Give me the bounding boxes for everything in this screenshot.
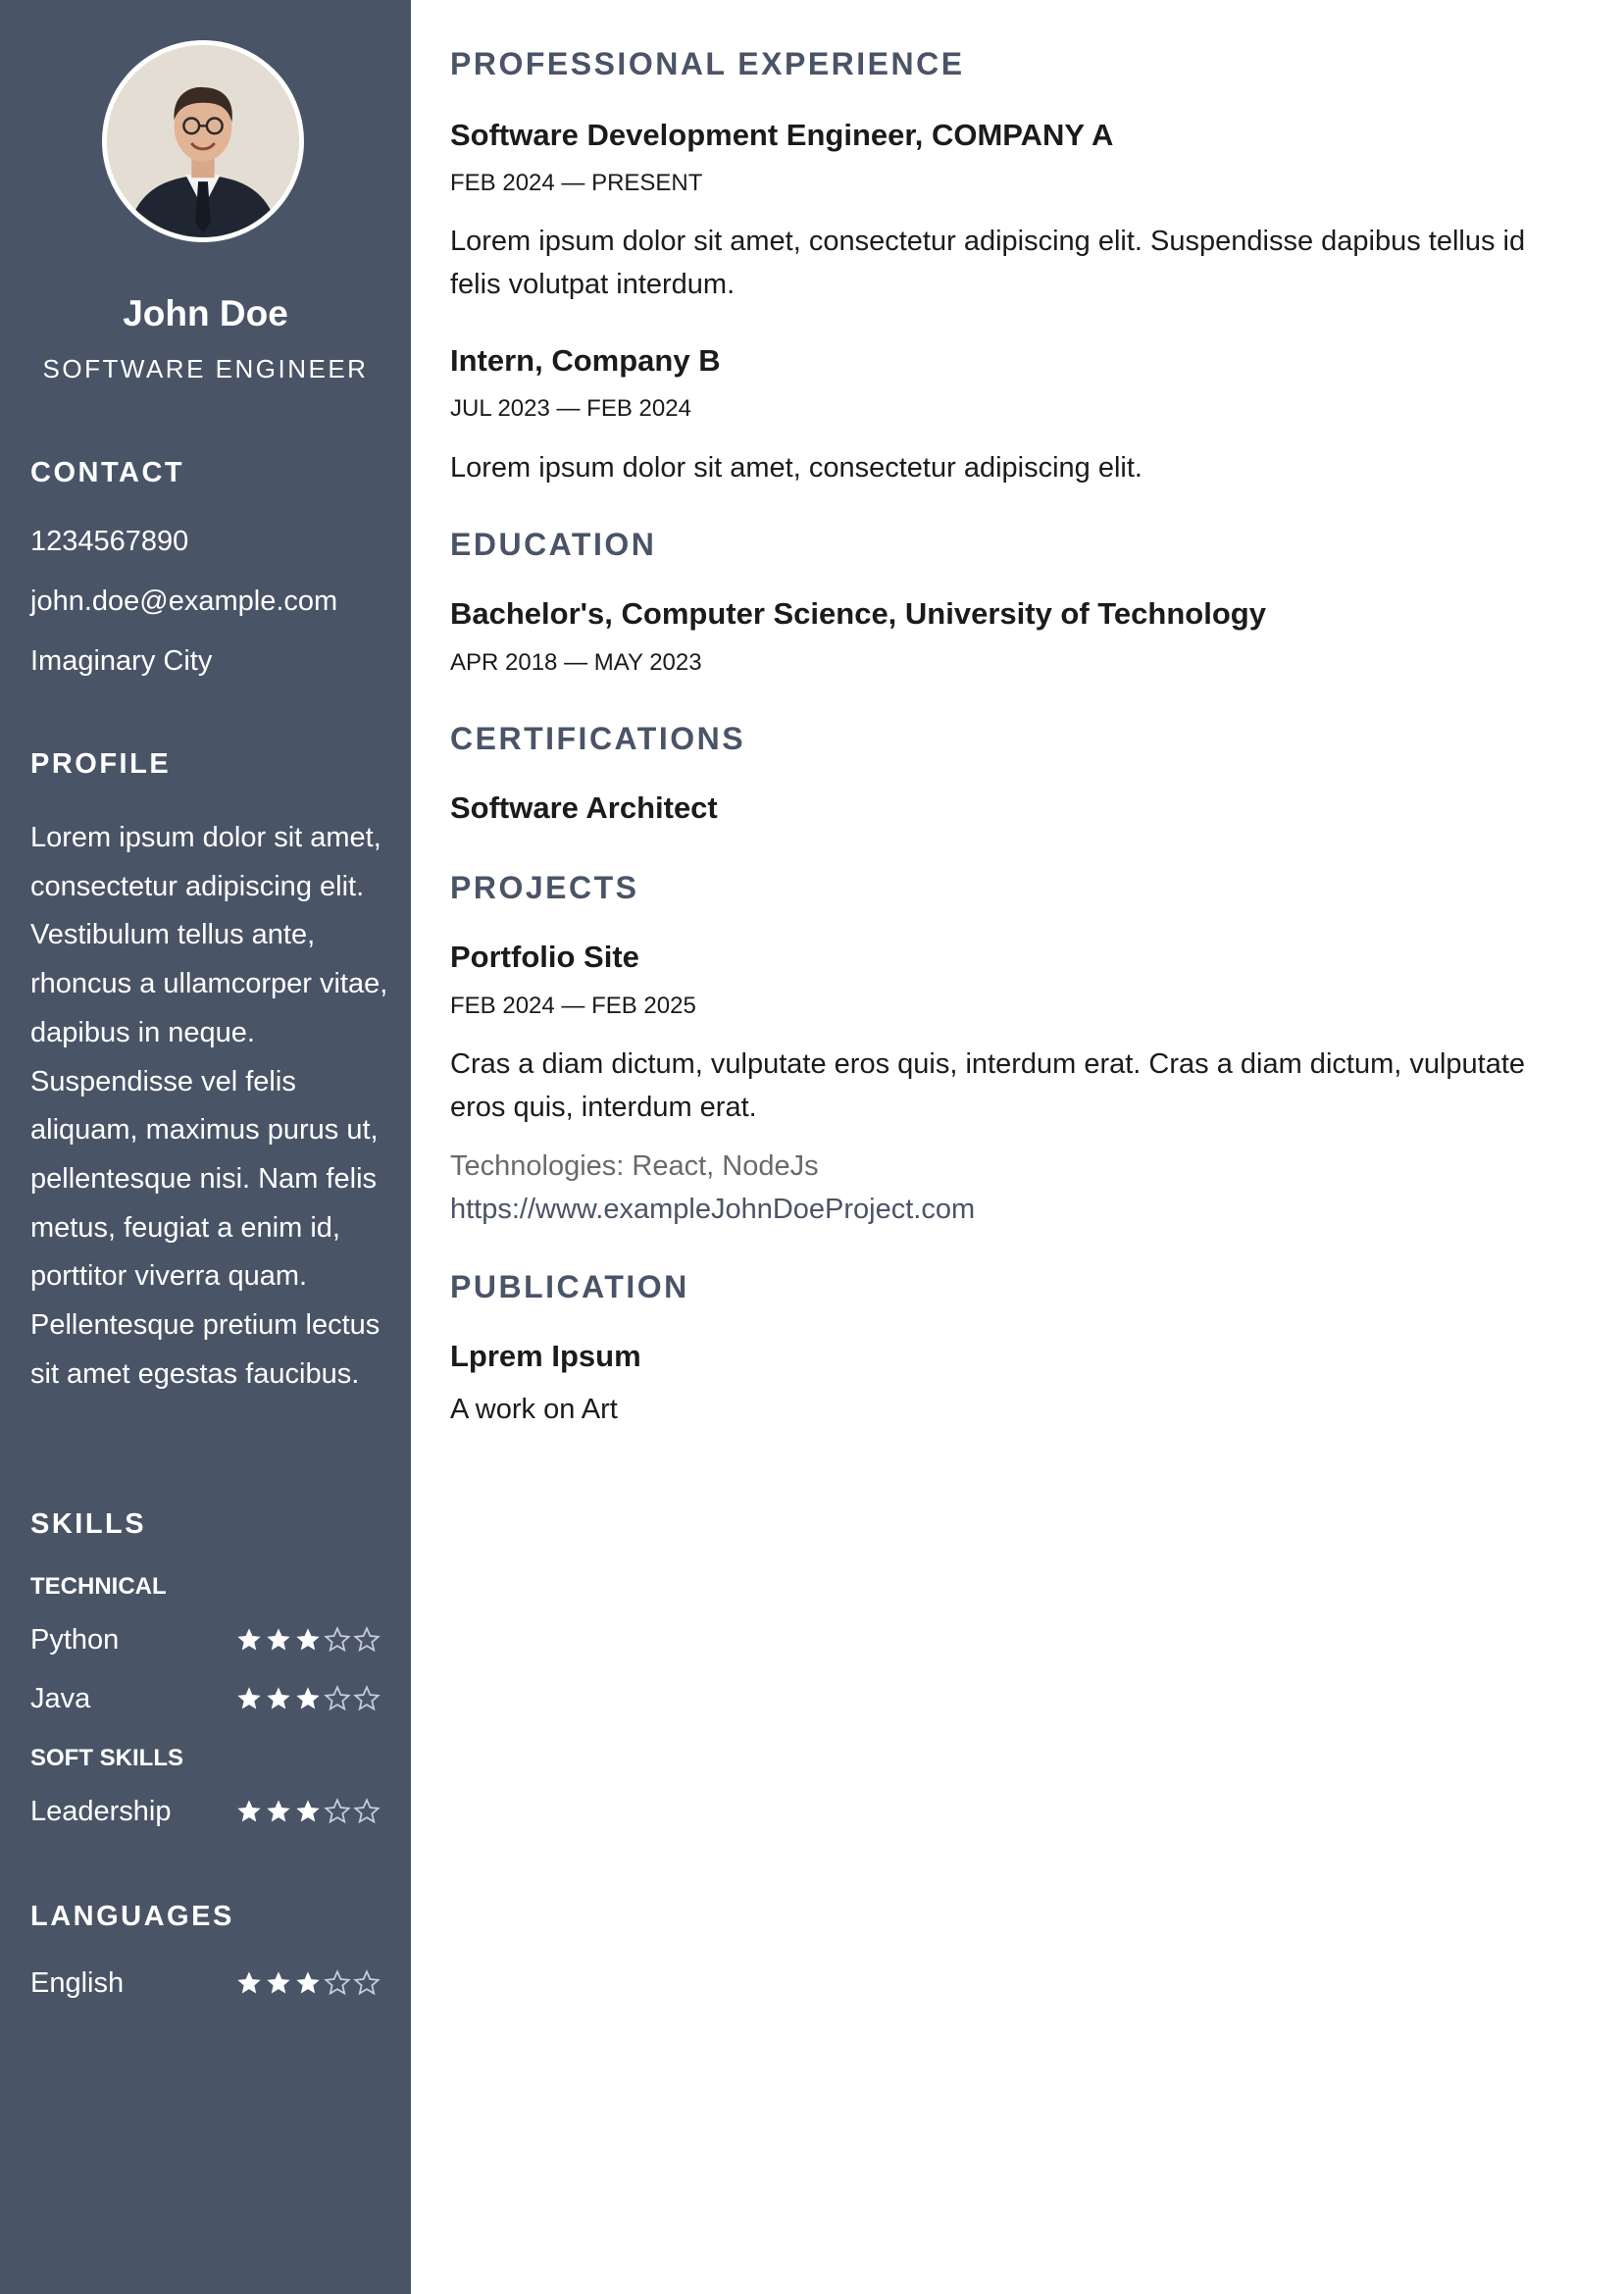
language-row-english — [30, 1963, 381, 2003]
skills-heading: SKILLS — [30, 1508, 147, 1540]
project-link[interactable]: https://www.exampleJohnDoeProject.com — [450, 1194, 976, 1225]
star-filled-icon — [265, 1685, 292, 1712]
star-empty-icon — [353, 1685, 381, 1712]
star-empty-icon — [324, 1626, 351, 1654]
star-empty-icon — [353, 1969, 381, 1997]
experience-title: Intern, Company B — [450, 343, 721, 378]
star-filled-icon — [235, 1626, 263, 1654]
person-title: SOFTWARE ENGINEER — [42, 354, 369, 383]
star-filled-icon — [294, 1685, 322, 1712]
publication-description: A work on Art — [450, 1394, 618, 1425]
star-filled-icon — [265, 1626, 292, 1654]
star-empty-icon — [353, 1798, 381, 1825]
skill-name: Leadership — [30, 1796, 172, 1827]
skill-name: Java — [30, 1683, 91, 1714]
project-dates: FEB 2024 — FEB 2025 — [450, 993, 696, 1019]
experience-description: Lorem ipsum dolor sit amet, consectetur adipiscing elit. — [450, 452, 1142, 484]
star-filled-icon — [235, 1798, 263, 1825]
skill-rating — [235, 1798, 381, 1825]
projects-heading: PROJECTS — [450, 870, 639, 905]
star-filled-icon — [265, 1969, 292, 1997]
skill-row-java — [30, 1679, 381, 1718]
profile-heading: PROFILE — [30, 748, 172, 780]
language-name: English — [30, 1967, 125, 1999]
profile-text: Lorem ipsum dolor sit amet, consectetur adipiscing elit. Vestibulum tellus ante, rhoncus a ullamcorper vitae, dapibus in neque. Suspendisse vel felis aliquam, maximus purus ut, pellentesque nisi. Nam felis metus, feugiat a enim id, porttitor viverra quam. Pellentesque pretium lectus sit amet egestas faucibus. — [30, 822, 388, 1390]
contact-phone: 1234567890 — [30, 526, 189, 557]
skill-name: Python — [30, 1624, 120, 1656]
skill-row-leadership — [30, 1792, 381, 1831]
education-dates: APR 2018 — MAY 2023 — [450, 649, 702, 676]
experience-dates: JUL 2023 — FEB 2024 — [450, 395, 691, 422]
avatar — [102, 40, 304, 242]
education-title: Bachelor's, Computer Science, University of Technology — [450, 596, 1266, 631]
languages-heading: LANGUAGES — [30, 1901, 234, 1932]
star-empty-icon — [324, 1969, 351, 1997]
sidebar — [0, 0, 411, 2294]
person-name: John Doe — [123, 293, 288, 333]
star-empty-icon — [324, 1685, 351, 1712]
certification-title: Software Architect — [450, 790, 718, 825]
star-empty-icon — [324, 1798, 351, 1825]
education-heading: EDUCATION — [450, 527, 657, 562]
publication-heading: PUBLICATION — [450, 1269, 689, 1304]
star-filled-icon — [235, 1969, 263, 1997]
project-description: Cras a diam dictum, vulputate eros quis, interdum erat. Cras a diam dictum, vulputate eros quis, interdum erat. — [450, 1048, 1526, 1123]
star-filled-icon — [265, 1798, 292, 1825]
contact-heading: CONTACT — [30, 457, 185, 488]
skill-rating — [235, 1685, 381, 1712]
skill-category-technical: TECHNICAL — [30, 1573, 167, 1600]
star-filled-icon — [294, 1626, 322, 1654]
skill-row-python — [30, 1620, 381, 1659]
star-filled-icon — [235, 1685, 263, 1712]
publication-title: Lprem Ipsum — [450, 1339, 641, 1373]
project-title: Portfolio Site — [450, 940, 639, 974]
contact-location: Imaginary City — [30, 645, 213, 677]
contact-email[interactable]: john.doe@example.com — [30, 586, 338, 617]
experience-description: Lorem ipsum dolor sit amet, consectetur adipiscing elit. Suspendisse dapibus tellus id felis volutpat interdum. — [450, 226, 1526, 300]
star-filled-icon — [294, 1969, 322, 1997]
star-empty-icon — [353, 1626, 381, 1654]
language-rating — [235, 1969, 381, 1997]
experience-dates: FEB 2024 — PRESENT — [450, 170, 703, 196]
certifications-heading: CERTIFICATIONS — [450, 721, 746, 756]
experience-heading: PROFESSIONAL EXPERIENCE — [450, 46, 965, 81]
skill-category-soft-skills: SOFT SKILLS — [30, 1745, 183, 1771]
experience-title: Software Development Engineer, COMPANY A — [450, 118, 1114, 152]
project-technologies: Technologies: React, NodeJs — [450, 1150, 819, 1182]
portrait-photo-icon — [107, 45, 299, 237]
skill-rating — [235, 1626, 381, 1654]
star-filled-icon — [294, 1798, 322, 1825]
